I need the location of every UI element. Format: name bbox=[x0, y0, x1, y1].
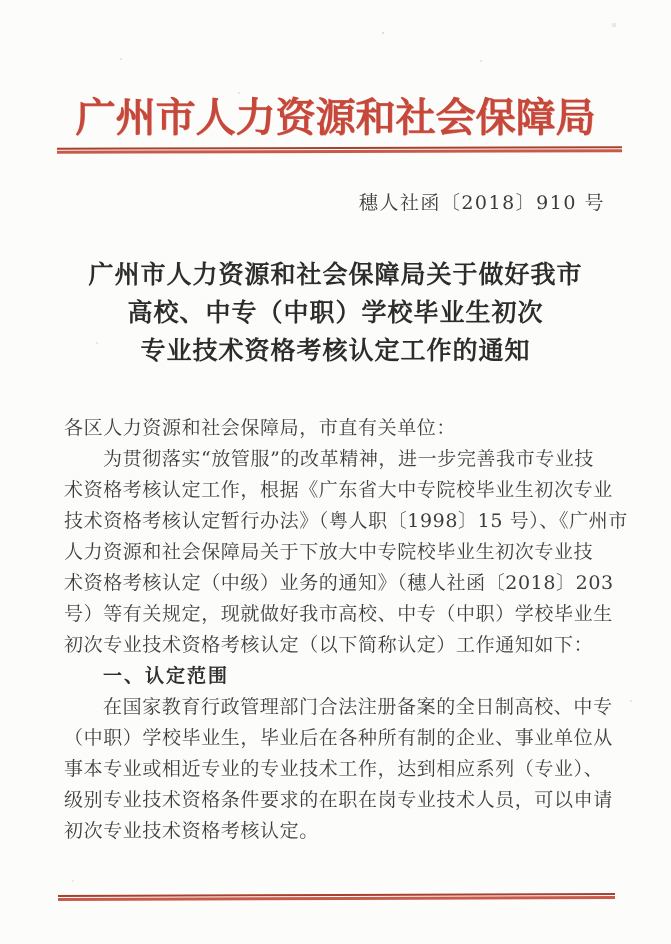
scan-noise-specks bbox=[0, 0, 2, 2]
document-title-line: 高校、中专（中职）学校毕业生初次 bbox=[127, 298, 544, 327]
body-line: 初次专业技术资格考核认定（以下简称认定）工作通知如下： bbox=[64, 634, 594, 656]
document-reference-number: 穗人社函〔2018〕910 号 bbox=[358, 192, 605, 214]
body-line: 初次专业技术资格考核认定。 bbox=[64, 820, 319, 842]
document-title-line: 专业技术资格考核认定工作的通知 bbox=[140, 336, 531, 365]
body-line: 技术资格考核认定暂行办法》（粤人职〔1998〕15 号）、《广州市 bbox=[64, 510, 628, 532]
body-line: 号）等有关规定，现就做好我市高校、中专（中职）学校毕业生 bbox=[64, 603, 613, 625]
body-line: （中职）学校毕业生，毕业后在各种所有制的企业、事业单位从 bbox=[64, 727, 613, 749]
body-line: 术资格考核认定（中级）业务的通知》（穗人社函〔2018〕203 bbox=[64, 572, 614, 594]
body-line: 术资格考核认定工作，根据《广东省大中专院校毕业生初次专业 bbox=[64, 479, 613, 501]
document-body bbox=[64, 413, 628, 847]
body-line: 人力资源和社会保障局关于下放大中专院校毕业生初次专业技 bbox=[64, 541, 594, 563]
agency-header-title: 广州市人力资源和社会保障局 bbox=[75, 94, 596, 141]
header-divider-line bbox=[57, 146, 622, 153]
body-line: 事本专业或相近专业的专业技术工作，达到相应系列（专业）、 bbox=[64, 758, 604, 780]
body-line: 在国家教育行政管理部门合法注册备案的全日制高校、中专 bbox=[103, 696, 613, 718]
body-line: 为贯彻落实“放管服”的改革精神，进一步完善我市专业技 bbox=[103, 448, 595, 470]
salutation-line: 各区人力资源和社会保障局，市直有关单位： bbox=[64, 417, 457, 439]
document-title bbox=[0, 256, 671, 370]
footer-divider-line bbox=[58, 893, 615, 901]
section-heading: 一、认定范围 bbox=[103, 665, 230, 687]
document-title-line: 广州市人力资源和社会保障局关于做好我市 bbox=[88, 260, 583, 289]
body-line: 级别专业技术资格条件要求的在职在岗专业技术人员，可以申请 bbox=[64, 789, 613, 811]
